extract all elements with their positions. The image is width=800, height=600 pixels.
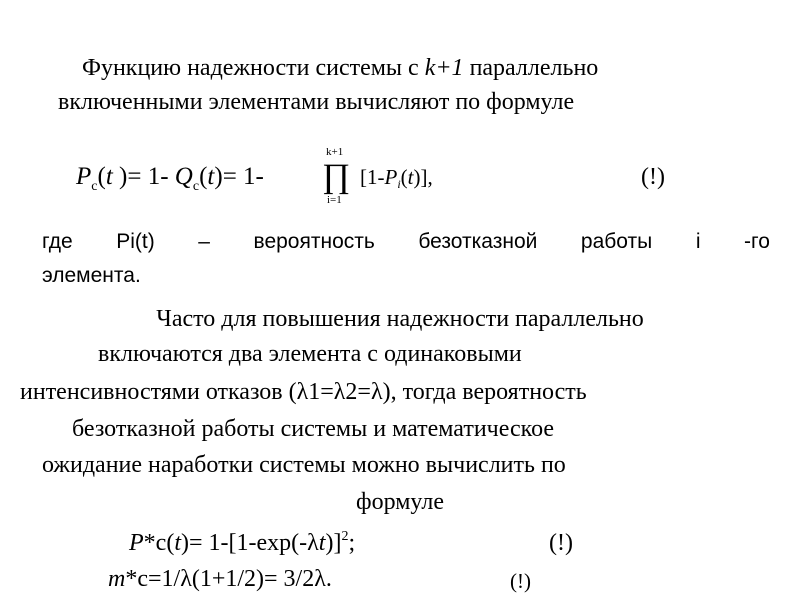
t-symbol: t: [105, 163, 113, 190]
formula1-mark: (!): [641, 164, 665, 190]
paragraph2-line2: элемента.: [42, 264, 141, 287]
text-span: ), тогда вероятность: [382, 379, 587, 405]
text-span: *c(: [143, 530, 175, 556]
t-symbol: t: [207, 163, 215, 190]
product-icon: ∏: [322, 158, 350, 195]
t-symbol: t: [407, 165, 414, 189]
paragraph3-line5: ожидание наработки системы можно вычислить по: [42, 452, 566, 478]
equals-one-minus: = 1-: [127, 163, 175, 190]
word: вероятность: [253, 230, 375, 253]
exponent: 2: [341, 529, 349, 544]
word: безотказной: [418, 230, 538, 253]
subscript-i: i: [397, 177, 401, 191]
formula1-lhs: $P_c(t$ )= 1- $Q_c(t)= 1-$: [76, 163, 264, 194]
Pi-symbol: P: [384, 165, 398, 189]
formula3: [108, 565, 332, 593]
word: i: [695, 230, 701, 253]
word: где: [42, 230, 73, 253]
paragraph3-line1: Часто для повышения надежности параллельно: [156, 306, 644, 332]
text-span: )]: [325, 530, 342, 556]
P-symbol: P: [76, 163, 92, 190]
bracket-close: ],: [420, 165, 433, 189]
Q-symbol: Q: [174, 163, 193, 190]
product-upper-limit: k+1: [326, 146, 344, 158]
text-span: )= 1-[1-exp(-λ: [181, 530, 319, 556]
text-span: *c=1/λ(1+1/2)= 3/2λ.: [125, 566, 332, 592]
m-symbol: m: [108, 566, 126, 592]
text-span: Функцию надежности системы с: [82, 55, 425, 81]
formula2-mark: (!): [549, 530, 573, 556]
paragraph2-line1: [42, 229, 770, 255]
text-span: ;: [348, 530, 356, 556]
subscript-c: c: [192, 179, 200, 194]
word: –: [198, 230, 210, 253]
paragraph3-line4: безотказной работы системы и математическое: [72, 416, 555, 442]
product-lower-limit: i=1: [327, 194, 342, 206]
lambda-equality: λ1=λ2=λ: [296, 379, 383, 405]
k-plus-one: k+1: [424, 55, 464, 81]
formula2: [129, 529, 355, 561]
formula1-rhs: [1-Pi(t)],: [360, 165, 433, 191]
text-span: интенсивностями отказов (: [20, 379, 297, 405]
paragraph3-line6: формуле: [356, 489, 444, 515]
t-symbol: t: [318, 530, 326, 556]
word: -го: [744, 230, 770, 253]
formula3-mark: (!): [510, 569, 531, 593]
t-symbol: t: [174, 530, 181, 556]
paragraph1-line1: [82, 54, 598, 82]
P-symbol: P: [129, 530, 144, 556]
paragraph3-line3: [20, 378, 587, 406]
word: работы: [580, 230, 653, 253]
text-span: параллельно: [463, 55, 599, 81]
paragraph3-line2: включаются два элемента с одинаковыми: [98, 341, 522, 367]
paragraph1-line2: включенными элементами вычисляют по формуле: [58, 89, 575, 115]
subscript-c: c: [91, 179, 98, 194]
bracket-open: [1-: [360, 165, 385, 189]
word: Pi(t): [116, 230, 155, 253]
equals-one-minus: = 1-: [222, 163, 264, 190]
